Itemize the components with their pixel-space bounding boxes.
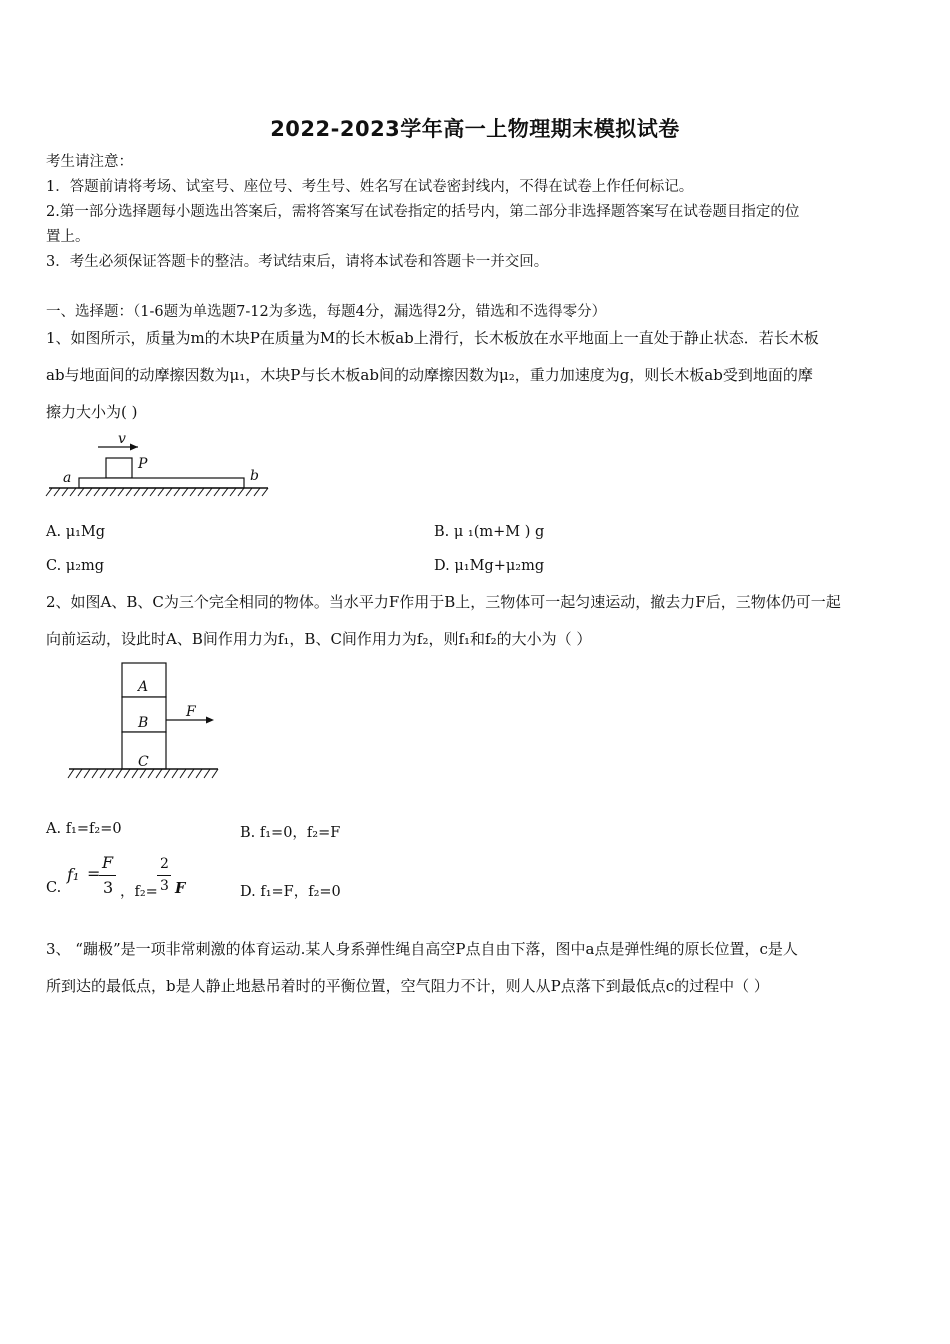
q1-end-b-label: b [250,468,259,484]
notice-item-2-cont: 置上。 [46,229,90,245]
section-heading: 一、选择题：（1-6题为单选题7-12为多选，每题4分，漏选得2分，错选和不选得零分） [46,304,607,320]
q2-option-c-numerator: F [102,853,114,872]
block-p [106,458,132,478]
q1-block-label: P [138,456,148,472]
q2-option-c-denominator: 3 [103,878,114,897]
q2-option-c-fraction-bar [99,875,116,876]
q2-option-a[interactable]: A. f₁=f₂=0 [46,821,122,837]
q1-option-c[interactable]: C. μ₂mg [46,558,105,574]
q2-option-c-f1: f₁ [67,865,80,884]
q2-figure [66,660,226,790]
q2-option-c-mid: ，f₂= [120,884,158,900]
q2-block-c-label: C [138,754,149,770]
q2-option-c-numerator-2: 2 [160,856,169,872]
q2-force-label: F [186,704,196,720]
page-title: 2022-2023学年高一上物理期末模拟试卷 [270,117,680,141]
ground-hatch [46,488,268,496]
q2-block-a-label: A [138,679,149,695]
notice-heading: 考生请注意： [46,154,133,170]
q2-line-1: 2、如图A、B、C为三个完全相同的物体。当水平力F作用于B上，三物体可一起匀速运动，撤去力F后，三物体仍可一起 [46,593,841,611]
q2-option-b[interactable]: B. f₁=0，f₂=F [240,825,341,841]
q1-line-2: ab与地面间的动摩擦因数为μ₁，木块P与长木板ab间的动摩擦因数为μ₂，重力加速度为g，则长木板ab受到地面的摩 [46,366,813,384]
q1-option-b[interactable]: B. μ ₁(m+M ) g [434,524,545,540]
q2-ground-hatch [68,769,218,778]
q2-line-2: 向前运动，设此时A、B间作用力为f₁，B、C间作用力为f₂，则f₁和f₂的大小为（ ） [46,630,592,648]
q2-option-c-denominator-2: 3 [160,878,169,894]
q2-block-b-label: B [138,715,149,731]
q2-option-c-fraction-bar-2 [157,875,171,876]
q1-line-3: 擦力大小为( ) [46,403,138,421]
notice-item-3: 3．考生必须保证答题卡的整洁。考试结束后，请将本试卷和答题卡一并交回。 [46,254,549,270]
q1-velocity-label: v [118,431,126,447]
q1-line-1: 1、如图所示，质量为m的木块P在质量为M的长木板ab上滑行，长木板放在水平地面上一直处于静止状态．若长木板 [46,329,819,347]
notice-item-2: 2.第一部分选择题每小题选出答案后，需将答案写在试卷指定的括号内，第二部分非选择题答案写在试卷题目指定的位 [46,204,800,220]
q2-option-d[interactable]: D. f₁=F，f₂=0 [240,884,341,900]
long-board [79,478,244,488]
q3-line-1: 3、 “蹦极”是一项非常刺激的体育运动.某人身系弹性绳自高空P点自由下落，图中a点是弹性绳的原长位置，c是人 [46,940,798,958]
q1-end-a-label: a [63,470,72,486]
q3-line-2: 所到达的最低点，b是人静止地悬吊着时的平衡位置，空气阻力不计，则人从P点落下到最低点c的过程中（ ） [46,977,769,995]
q2-option-c-label: C. [46,880,62,896]
q1-figure [46,428,276,503]
q1-option-d[interactable]: D. μ₁Mg+μ₂mg [434,558,545,574]
notice-item-1: 1．答题前请将考场、试室号、座位号、考生号、姓名写在试卷密封线内，不得在试卷上作任何标记。 [46,179,694,195]
q1-option-a[interactable]: A. μ₁Mg [46,524,106,540]
q2-option-c-end: F [175,880,186,897]
q2-option-c-eq: = [87,864,101,883]
